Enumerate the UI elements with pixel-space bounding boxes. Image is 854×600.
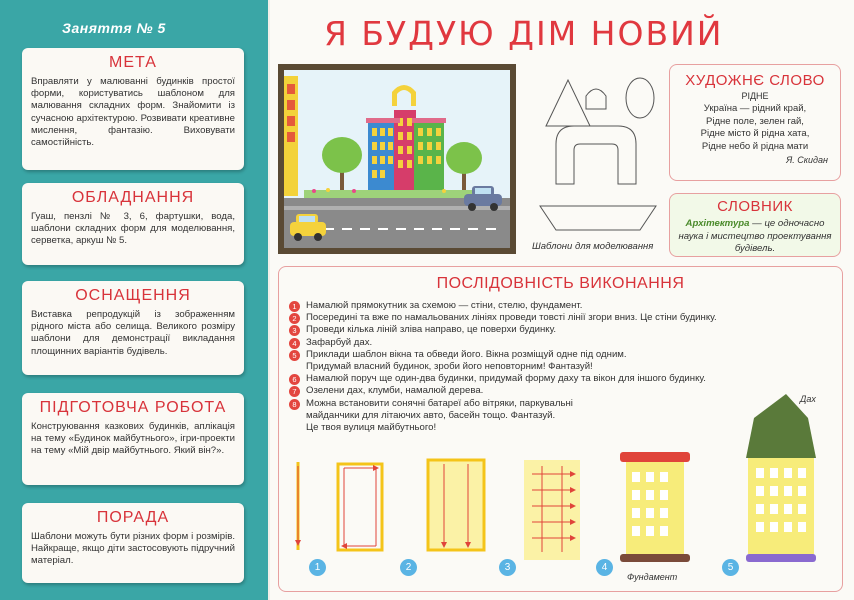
step-diagrams: [280, 390, 840, 570]
arch-window-template: [586, 89, 606, 109]
sequence-heading: ПОСЛІДОВНІСТЬ ВИКОНАННЯ: [436, 275, 685, 292]
roof-label: Дах: [800, 394, 816, 404]
step-text: Озелени дах, клумби, намалюй дерева.: [306, 385, 484, 397]
poem-line: Рідне небо й рідна мати: [701, 140, 809, 152]
step-text: Приклади шаблон вікна та обведи його. Вікна розміщуй одне під одним. Придумай власний будинок, зроби його неповторним! Фантазуй!: [306, 348, 627, 373]
stage-1-diagram: [295, 462, 301, 550]
materials-card: [22, 281, 244, 375]
goal-heading: МЕТА: [109, 54, 157, 71]
step-text: Проведи кілька ліній зліва направо, це поверхи будинку.: [306, 324, 557, 336]
templates-caption: Шаблони для моделювання: [532, 241, 654, 252]
step-text: Можна встановити сонячні батареї або вітряки, паркувальні майданчики для літаючих авто, басейн тощо. Фантазуй. Це твоя вулиця майбутнього!: [306, 397, 573, 434]
equipment-text: Гуаш, пензлі № 3, 6, фартушки, вода, шаблони складних форм для моделювання, серветка, аркуш № 5.: [31, 211, 235, 247]
step-number: 2: [289, 313, 300, 324]
step-item: [289, 324, 789, 336]
stage-number: 3: [499, 559, 516, 576]
foundation-label: Фундамент: [627, 572, 678, 582]
step-number: 3: [289, 325, 300, 336]
vocabulary-term: Архітектура: [685, 218, 750, 229]
poem-author: Я. Скидан: [786, 155, 828, 165]
poem-line: Рідне поле, зелен гай,: [706, 115, 804, 127]
goal-text: Вправляти у малюванні будинків простої форми, користуватись шаблоном для малювання складних форм. Знайомити із сучасною архітектурою. Розвивати креативне мислення, фантазію. Виховувати самостійність.: [31, 76, 235, 149]
artistic-word-heading: ХУДОЖНЄ СЛОВО: [685, 72, 825, 89]
stage-number: 4: [596, 559, 613, 576]
poem-title: РІДНЕ: [741, 91, 769, 101]
triangle-template: [546, 80, 590, 126]
vocabulary-heading: СЛОВНИК: [717, 198, 793, 215]
step-number: 6: [289, 374, 300, 385]
tip-heading: ПОРАДА: [96, 509, 170, 526]
step-number: 8: [289, 399, 300, 410]
stage-number: 2: [400, 559, 417, 576]
step-number: 1: [289, 301, 300, 312]
lesson-number: Заняття № 5: [62, 20, 166, 36]
artistic-word-box: [669, 64, 841, 181]
stage-number: 1: [309, 559, 326, 576]
step-item: [289, 373, 789, 385]
equipment-card: [22, 183, 244, 265]
stage-3-diagram: [428, 460, 484, 550]
city-illustration: [278, 64, 516, 254]
step-text: Намалюй прямокутник за схемою — стіни, стелю, фундамент.: [306, 300, 583, 311]
step-item: [289, 312, 789, 324]
preparation-text: Конструювання казкових будинків, аплікація на тему «Будинок майбутнього», ігри-проекти на тему «Мій двір майбутнього. Який він?».: [31, 421, 235, 457]
page-title: Я БУДУЮ ДІМ НОВИЙ: [324, 14, 724, 53]
step-number: 5: [289, 350, 300, 361]
tree: [446, 142, 482, 174]
equipment-heading: ОБЛАДНАННЯ: [71, 189, 195, 206]
preparation-heading: ПІДГОТОВЧА РОБОТА: [39, 399, 227, 416]
step-text: Посередині та вже по намальованих лініях проведи товсті лінії згори вниз. Це стіни будинку.: [306, 312, 717, 324]
goal-card: [22, 48, 244, 170]
step-text: Зафарбуй дах.: [306, 336, 373, 348]
modeling-templates: [526, 64, 661, 254]
tree: [322, 137, 362, 173]
materials-text: Виставка репродукцій із зображенням рідного міста або селища. Великого розміру шаблони для демонстрації викладання площинних варіантів будівель.: [31, 309, 235, 357]
stage-4-diagram: [524, 460, 580, 560]
step-text: Намалюй поруч ще один-два будинки, придумай форму даху та вікон для іншого будинку.: [306, 373, 706, 385]
materials-heading: ОСНАЩЕННЯ: [75, 287, 191, 304]
vocabulary-box: [669, 193, 841, 257]
tip-text: Шаблони можуть бути різних форм і розмірів. Найкраще, якщо діти застосовують підручний матеріал.: [31, 531, 235, 567]
poem: [670, 103, 840, 153]
poem-line: Рідне місто й рідна хата,: [700, 128, 810, 139]
stage-6-diagram: [746, 394, 816, 562]
tip-card: [22, 503, 244, 583]
vocabulary-definition: [670, 215, 840, 259]
boat-template: [540, 206, 656, 230]
step-item: [289, 300, 789, 312]
step-item: [289, 349, 789, 373]
step-number: 7: [289, 386, 300, 397]
step-number: 4: [289, 338, 300, 349]
stage-number: 5: [722, 559, 739, 576]
stage-5-diagram: [620, 452, 690, 562]
poem-line: Україна — рідний край,: [703, 103, 807, 114]
vocabulary-text: — це одночасно наука і мистецтво проектування будівель.: [678, 218, 832, 254]
step-item: [289, 337, 789, 349]
oval-template: [626, 78, 654, 118]
preparation-card: [22, 393, 244, 485]
arch-template: [556, 126, 636, 184]
stage-2-diagram: [338, 464, 382, 550]
